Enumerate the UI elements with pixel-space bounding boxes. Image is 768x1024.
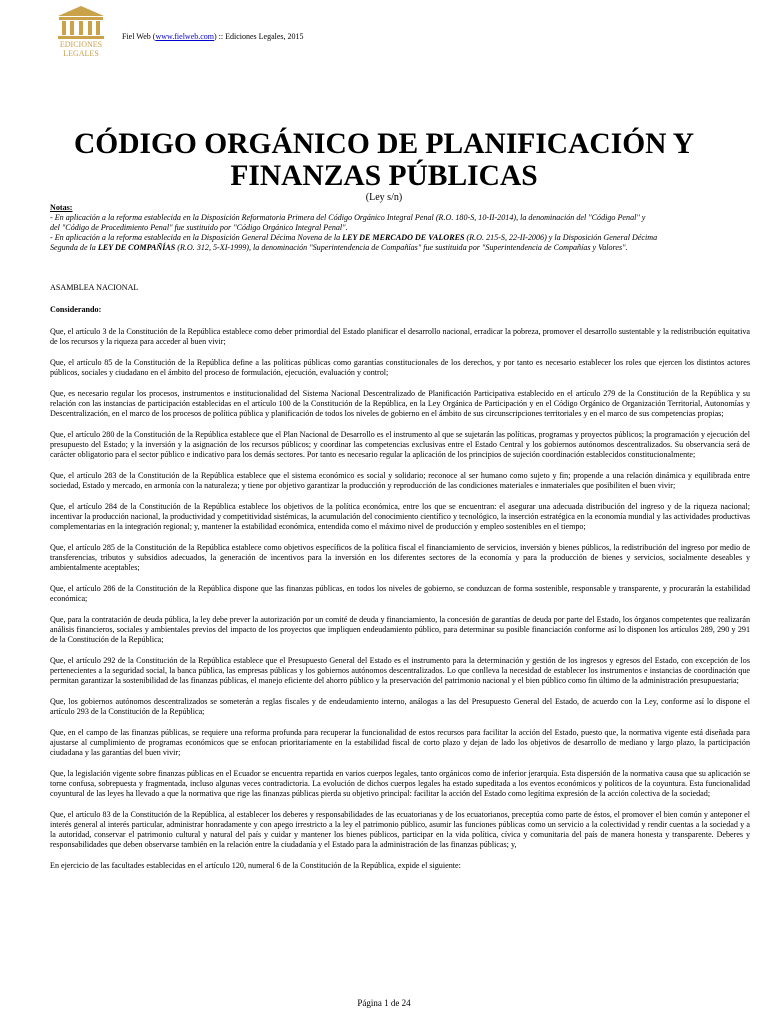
note-2-law-ref: LEY DE COMPAÑÍAS	[97, 243, 176, 252]
paragraph: Que, el artículo 3 de la Constitución de la República establece como deber primordial del Estado planificar el desarrollo nacional, erradicar la pobreza, promover el desarrollo sustentable y la redistribución equitativa de los recursos y la riqueza para acceder al buen vivir;	[50, 327, 750, 346]
paragraph: Que, en el campo de las finanzas públicas, se requiere una reforma profunda para recuperar la funcionalidad de estos recursos para facilitar la acción del Estado, puesto que, la normativa vigente está diseñada para ajustarse al cumplimiento de programas económicos que se enfocan prioritariamente en la estabilidad fiscal de corto plazo y dejan de lado los objetivos de desarrollo de mediano y largo plazo, la participación ciudadana y las garantías del buen vivir;	[50, 728, 750, 757]
ediciones-legales-logo	[50, 4, 112, 58]
paragraph: Que, el artículo 292 de la Constitución de la República establece que el Presupuesto General del Estado es el instrumento para la determinación y gestión de los ingresos y egresos del Estado, con excepción de los pertenecientes a la seguridad social, la banca pública, las empresas públicas y los gobiernos autónomos descentralizados. Lo que conlleva la necesidad de establecer los instrumentos e instancias de coordinación que permitan garantizar la sostenibilidad de las finanzas públicas, el manejo eficiente del ahorro público y la preservación del patrimonio nacional y el bien público como fin último de la administración presupuestaria;	[50, 656, 750, 685]
page-number: Página 1 de 24	[357, 998, 411, 1008]
note-2-text: - En aplicación a la reforma establecida en la Disposición General Décima Novena de la	[50, 233, 343, 242]
paragraph: En ejercicio de las facultades establecidas en el artículo 120, numeral 6 de la Constitución de la República, expide el siguiente:	[50, 861, 461, 870]
note-2-text: (R.O. 312, 5-XI-1999), la denominación "Superintendencia de Compañías" fue sustituida por "Superintendencia de Compañías y Valores".	[175, 243, 628, 252]
considerando-heading: Considerando:	[50, 305, 102, 314]
paragraph: Que, el artículo 280 de la Constitución de la República establece que el Plan Nacional de Desarrollo es el instrumento al que se sujetarán las políticas, programas y proyectos públicos; la programación y ejecución del presupuesto del Estado; y la inversión y la asignación de los recursos públicos; y coordinar las competencias exclusivas entre el Estado Central y los gobiernos autónomos descentralizados. Su observancia será de carácter obligatorio para el sector público e indicativo para los demás sectores. Por tanto es necesario regular la aplicación de los principios de sujeción coordinación establecidos constitucionalmente;	[50, 430, 750, 459]
paragraph: Que, el artículo 285 de la Constitución de la República establece como objetivos específicos de la política fiscal el financiamiento de servicios, inversión y bienes públicos, la redistribución del ingreso por medio de transferencias, tributos y subsidios adecuados, la generación de incentivos para la inversión en los diferentes sectores de la economía y para la producción de bienes y servicios, socialmente deseables y ambientalmente aceptables;	[50, 543, 750, 572]
note-2-text: (R.O. 215-S, 22-II-2006) y la Disposición General Décima	[464, 233, 658, 242]
note-2-line-1	[50, 233, 750, 243]
header-prefix: Fiel Web (	[122, 32, 156, 41]
document-body	[50, 283, 750, 882]
note-1-line-1: - En aplicación a la reforma establecida en la Disposición Reformatoria Primera del Código Orgánico Integral Penal (R.O. 180-S, 10-II-2014), la denominación del "Código Penal" y	[50, 213, 646, 222]
document-subtitle: (Ley s/n)	[365, 192, 403, 203]
note-1-line-2: del "Código de Procedimiento Penal" fue sustituido por "Código Orgánico Integral Penal".	[50, 223, 348, 232]
notes-label: Notas:	[50, 203, 73, 212]
assembly-heading: ASAMBLEA NACIONAL	[50, 283, 139, 292]
note-2-line-2	[50, 243, 750, 253]
logo-text-line2: LEGALES	[63, 49, 99, 58]
paragraph: Que, el artículo 85 de la Constitución de la República define a las políticas públicas como garantías constitucionales de los derechos, y por tanto es necesario establecer los roles que ejercen los distintos actores públicos, sociales y ciudadano en el ámbito del proceso de formulación, ejecución, evaluación y control;	[50, 358, 750, 377]
note-2-text: Segunda de la	[50, 243, 98, 252]
fielweb-link[interactable]: www.fielweb.com	[155, 32, 215, 41]
paragraph: Que, para la contratación de deuda pública, la ley debe prever la autorización por un comité de deuda y financiamiento, la concesión de garantías de deuda por parte del Estado, los órganos competentes que realizarán análisis financieros, sociales y ambientales previos del impacto de los proyectos que impliquen endeudamiento público, para determinar su posible financiación conforme así lo disponen los artículos 289, 290 y 291 de la Constitución de la República;	[50, 615, 750, 644]
paragraph: Que, el artículo 83 de la Constitución de la República, al establecer los deberes y responsabilidades de las ecuatorianas y de los ecuatorianos, preceptúa como parte de éstos, el promover el bien común y anteponer el interés general al interés particular, administrar honradamente y con apego irrestricto a la ley el patrimonio público, asumir las funciones públicas como un servicio a la colectividad y rendir cuentas a la sociedad y a la autoridad, conservar el patrimonio cultural y natural del país y cuidar y mantener los bienes públicos, participar en la vida política, cívica y comunitaria del país de manera honesta y transparente. Deberes y responsabilidades que deben observarse también en la relación entre la ciudadanía y el Estado para la administración de las finanzas públicas; y,	[50, 810, 750, 849]
title-line-1: CÓDIGO ORGÁNICO DE PLANIFICACIÓN Y	[73, 128, 695, 160]
source-header	[122, 32, 304, 41]
note-2-law-ref: LEY DE MERCADO DE VALORES	[342, 233, 465, 242]
header-suffix: ) :: Ediciones Legales, 2015	[214, 32, 304, 41]
notes-section	[50, 203, 750, 253]
paragraph: Que, la legislación vigente sobre finanzas públicas en el Ecuador se encuentra repartida en varios cuerpos legales, tanto orgánicos como de inferior jerarquía. Esta dispersión de la normativa causa que su aplicación se torne confusa, sobrepuesta y fragmentada, incluso algunas veces contradictoria. La evolución de dichos cuerpos legales ha estado supeditada a los eventos económicos y políticos de la coyuntura. Esta funcionalidad coyuntural de las leyes ha llevado a que la normativa que rige las finanzas públicas pierda su objetivo principal: facilitar la acción del Estado como legítima expresión de la acción colectiva de la sociedad;	[50, 769, 750, 798]
paragraph: Que, los gobiernos autónomos descentralizados se someterán a reglas fiscales y de endeudamiento interno, análogas a las del Presupuesto General del Estado, de acuerdo con la Ley, conforme así lo dispone el artículo 293 de la Constitución de la República;	[50, 697, 750, 716]
title-line-2: FINANZAS PÚBLICAS	[230, 160, 538, 192]
logo-text-line1: EDICIONES	[59, 40, 103, 49]
paragraph: Que, el artículo 286 de la Constitución de la República dispone que las finanzas públicas, en todos los niveles de gobierno, se conduzcan de forma sostenible, responsable y transparente, y procurarán la estabilidad económica;	[50, 584, 750, 603]
paragraph: Que, el artículo 283 de la Constitución de la República establece que el sistema económico es social y solidario; reconoce al ser humano como sujeto y fin; propende a una relación dinámica y equilibrada entre sociedad, Estado y mercado, en armonía con la naturaleza; y tiene por objetivo garantizar la producción y reproducción de las condiciones materiales e inmateriales que posibiliten el buen vivir;	[50, 471, 750, 490]
paragraph: Que, el artículo 284 de la Constitución de la República establece los objetivos de la política económica, entre los que se encuentran: el asegurar una adecuada distribución del ingreso y de la riqueza nacional; incentivar la producción nacional, la productividad y competitividad sistémicas, la acumulación del conocimiento científico y tecnológico, la inserción estratégica en la economía mundial y las actividades productivas complementarias en la integración regional; y, mantener la estabilidad económica, entendida como el máximo nivel de producción y empleo sostenibles en el tiempo;	[50, 502, 750, 531]
paragraph: Que, es necesario regular los procesos, instrumentos e institucionalidad del Sistema Nacional Descentralizado de Planificación Participativa establecido en el artículo 279 de la Constitución de la República y su relación con las instancias de participación establecidas en el artículo 100 de la Constitución de la República, en la Ley Orgánica de Participación y en el Código Orgánico de Organización Territorial, Autonomías y Descentralización, en el marco de los procesos de política pública y planificación de todos los niveles de gobierno en el ámbito de sus circunscripciones territoriales y en el marco de sus competencias propias;	[50, 389, 750, 418]
temple-icon	[50, 4, 112, 58]
document-title	[0, 128, 768, 192]
